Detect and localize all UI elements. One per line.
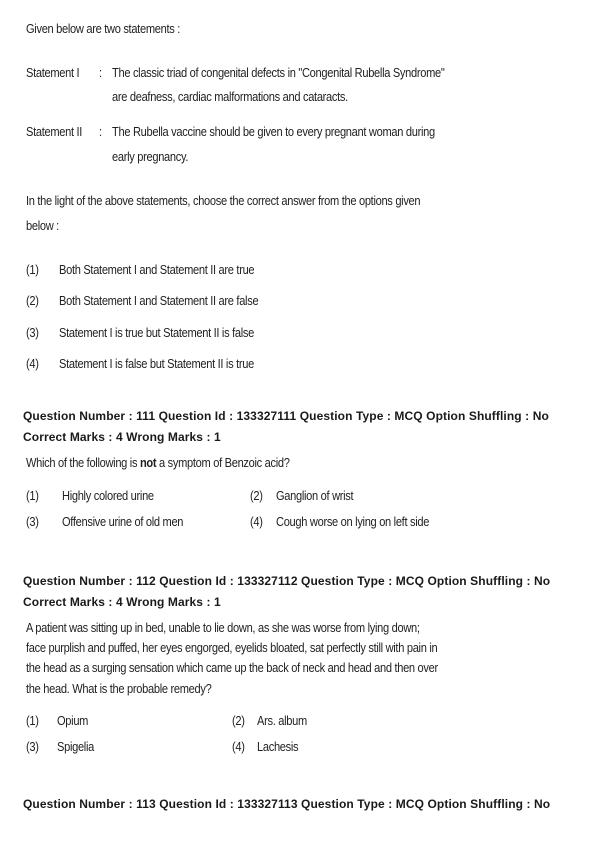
- question-emphasis: not: [139, 456, 157, 470]
- option-number: (4): [26, 357, 39, 371]
- statement2-colon: :: [99, 125, 102, 139]
- instruction-line1: In the light of the above statements, choose the correct answer from the options given: [26, 194, 421, 208]
- option-number: (4): [232, 740, 245, 754]
- option-text: Opium: [57, 714, 89, 728]
- question-text-line: A patient was sitting up in bed, unable to lie down, as she was worse from lying down;: [26, 621, 420, 635]
- option-number: (1): [26, 263, 39, 277]
- question-marks: Correct Marks : 4 Wrong Marks : 1: [23, 595, 221, 609]
- option-text: Ars. album: [257, 714, 307, 728]
- option-number: (3): [26, 740, 39, 754]
- statement1-line2: are deafness, cardiac malformations and cataracts.: [112, 90, 348, 104]
- question-text-part: Which of the following is: [26, 456, 140, 470]
- question-header: Question Number : 113 Question Id : 133327113 Question Type : MCQ Option Shuffling : No: [23, 797, 551, 811]
- question-text-line: the head as a surging sensation which came up the back of neck and head and then over: [26, 661, 438, 675]
- option-text: Statement I is true but Statement II is false: [59, 326, 254, 340]
- option-number: (1): [26, 489, 39, 503]
- statement1-label: Statement I: [26, 66, 80, 80]
- question-header: Question Number : 111 Question Id : 133327111 Question Type : MCQ Option Shuffling : No: [23, 409, 549, 423]
- option-text: Spigelia: [57, 740, 94, 754]
- statement1-line1: The classic triad of congenital defects in "Congenital Rubella Syndrome": [112, 66, 445, 80]
- question-text-part: a symptom of Benzoic acid?: [156, 456, 290, 470]
- option-text: Ganglion of wrist: [276, 489, 354, 503]
- option-text: Highly colored urine: [62, 489, 154, 503]
- question-text-line: face purplish and puffed, her eyes engorged, eyelids bloated, sat perfectly still with pain in: [26, 641, 438, 655]
- option-number: (2): [232, 714, 245, 728]
- option-text: Offensive urine of old men: [62, 515, 184, 529]
- option-text: Both Statement I and Statement II are true: [59, 263, 255, 277]
- option-text: Cough worse on lying on left side: [276, 515, 430, 529]
- instruction-line2: below :: [26, 219, 59, 233]
- question-marks: Correct Marks : 4 Wrong Marks : 1: [23, 430, 221, 444]
- question-text: [26, 456, 290, 470]
- option-number: (1): [26, 714, 39, 728]
- statement2-line2: early pregnancy.: [112, 150, 189, 164]
- statement2-label: Statement II: [26, 125, 83, 139]
- option-number: (2): [250, 489, 263, 503]
- option-number: (2): [26, 294, 39, 308]
- option-number: (4): [250, 515, 263, 529]
- question-header: Question Number : 112 Question Id : 133327112 Question Type : MCQ Option Shuffling : No: [23, 574, 551, 588]
- option-number: (3): [26, 326, 39, 340]
- statement2-line1: The Rubella vaccine should be given to every pregnant woman during: [112, 125, 435, 139]
- question-text-line: the head. What is the probable remedy?: [26, 682, 212, 696]
- option-text: Statement I is false but Statement II is true: [59, 357, 254, 371]
- option-text: Both Statement I and Statement II are false: [59, 294, 259, 308]
- option-text: Lachesis: [257, 740, 299, 754]
- option-number: (3): [26, 515, 39, 529]
- statement1-colon: :: [99, 66, 102, 80]
- intro-text: Given below are two statements :: [26, 22, 180, 36]
